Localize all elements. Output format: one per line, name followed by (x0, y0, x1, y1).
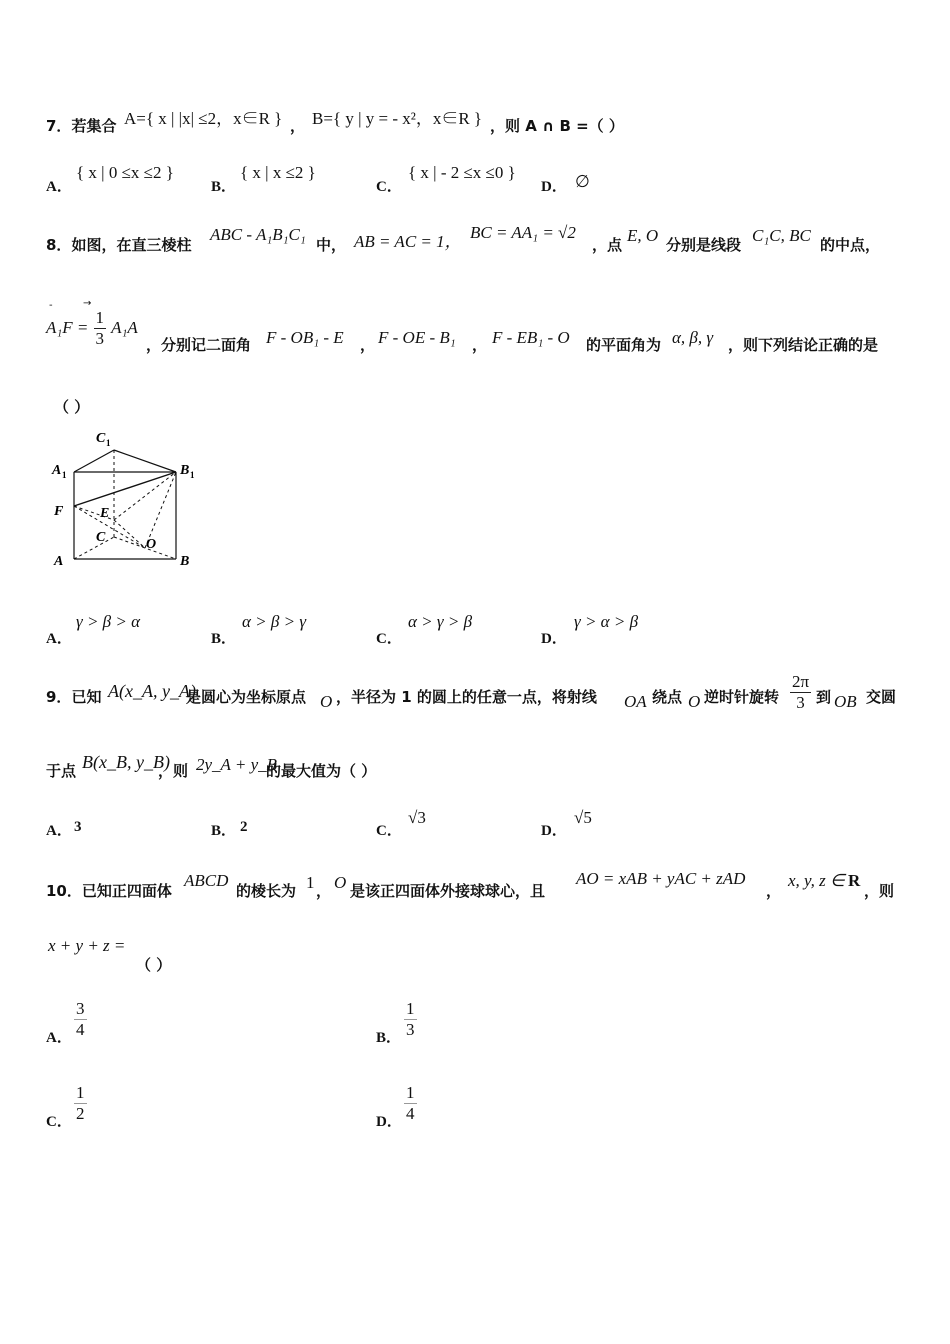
label-e: E (100, 506, 110, 521)
q8-sep2: ， (472, 336, 488, 354)
q10-paren: （ ） (136, 956, 172, 974)
q10-tetra: ABCD (184, 871, 229, 890)
q9-option-b[interactable]: 2 (240, 819, 248, 835)
q10-c-den: 2 (76, 1104, 85, 1123)
q8-prism: ABC - A₁B₁C₁ (210, 225, 306, 244)
q8-eq1: AB = AC = 1， (354, 232, 462, 251)
label-b1: B (180, 463, 190, 478)
label-a1-sub: 1 (62, 470, 67, 480)
q7-option-c[interactable]: { x | - 2 ≤x ≤0 } (408, 163, 516, 182)
q7-set-a: A={ x | |x| ≤2，x∈R } (124, 109, 283, 128)
q10-option-b-label[interactable]: B． (376, 1030, 402, 1046)
q7-line (46, 115, 116, 136)
label-b: B (180, 554, 190, 569)
q9-point-a: A(x_A, y_A) (108, 681, 196, 701)
q9-number: 9． (46, 688, 72, 706)
q9-frac (790, 672, 811, 713)
q8-number: 8． (46, 236, 72, 254)
q8-angle3: F - EB₁ - O (492, 328, 570, 347)
q10-option-b-frac (404, 999, 417, 1040)
segment-f-b1 (74, 472, 176, 506)
q8-segments: C₁C, BC (752, 226, 811, 245)
q10-option-c-frac (74, 1083, 87, 1124)
q9-frac-num: 2π (792, 672, 810, 691)
q8-vec-lhs: A₁F = (46, 318, 89, 337)
q8-seg-tail: 的中点， (820, 236, 881, 254)
q10-option-a[interactable] (74, 999, 87, 1040)
q8-option-a-label[interactable]: A． (46, 631, 72, 647)
q8-eq2: BC = AA₁ = √2 (470, 223, 576, 242)
q9-point-b: B(x_B, y_B) (82, 752, 170, 772)
q9-line2a: 于点 (46, 762, 77, 780)
q10-option-c-label[interactable]: C． (46, 1114, 72, 1130)
q7-comma: ， (290, 117, 306, 135)
q9-fraction (790, 672, 811, 713)
q9-o1: O (320, 692, 333, 711)
q7-option-d-label[interactable]: D． (541, 179, 567, 195)
q10-vec: AO = xAB + yAC + zAD (576, 869, 746, 888)
q8-greek: α, β, γ (672, 328, 714, 347)
q10-a-num: 3 (76, 999, 85, 1018)
label-c: C (96, 530, 106, 545)
q8-fraction (94, 308, 107, 349)
q8-frac-den: 3 (95, 329, 104, 348)
q8-option-b[interactable]: α > β > γ (242, 612, 307, 631)
q10-vars: x, y, z ∈ (788, 871, 845, 890)
q9-option-d[interactable]: √5 (574, 808, 592, 827)
q8-seg-lead: 分别是线段 (666, 236, 742, 254)
q9-option-a[interactable]: 3 (74, 819, 82, 835)
q10-option-d[interactable] (404, 1083, 417, 1124)
q8-line2c: ，则下列结论正确的是 (728, 336, 879, 354)
q7-tail: ，则 A ∩ B =（ ） (490, 117, 624, 135)
vector-arrow-icon: → (83, 298, 92, 309)
q9-oa: OA (624, 692, 647, 711)
q9-text1: 是圆心为坐标原点 (186, 688, 307, 706)
q9-lead-text: 已知 (71, 688, 102, 706)
q8-angle2: F - OE - B₁ (378, 328, 456, 347)
q9-option-d-label[interactable]: D． (541, 823, 567, 839)
q9-text5: 到 (816, 688, 832, 706)
label-a1: A (52, 463, 62, 478)
q8-frac-num: 1 (95, 308, 104, 327)
q9-option-c-label[interactable]: C． (376, 823, 402, 839)
q7-option-c-label[interactable]: C． (376, 179, 402, 195)
q7-number: 7． (46, 117, 72, 135)
q8-option-b-label[interactable]: B． (211, 631, 237, 647)
q10-text5: ，则 (864, 882, 895, 900)
q8-point-lead: ，点 (592, 236, 623, 254)
q8-line2a: ，分别记二面角 (146, 336, 252, 354)
q8-option-c[interactable]: α > γ > β (408, 612, 473, 631)
label-c1-sub: 1 (106, 438, 111, 448)
q10-d-num: 1 (406, 1083, 415, 1102)
vector-arrow-icon: ‐ (49, 300, 53, 311)
q10-r: R (848, 871, 861, 890)
q10-lead (46, 880, 172, 901)
q10-sum: x + y + z = (48, 936, 126, 955)
q9-lead (46, 686, 101, 707)
q10-o: O (334, 873, 347, 892)
q7-option-b[interactable]: { x | x ≤2 } (240, 163, 316, 182)
edge-c1-b1 (114, 450, 176, 472)
q10-text3: 是该正四面体外接球球心，且 (350, 882, 546, 900)
q10-a-den: 4 (76, 1020, 85, 1039)
q7-option-a-label[interactable]: A． (46, 179, 72, 195)
q10-option-c[interactable] (74, 1083, 87, 1124)
q8-lead-text: 如图，在直三棱柱 (71, 236, 192, 254)
q7-option-b-label[interactable]: B． (211, 179, 237, 195)
q10-c-num: 1 (76, 1083, 85, 1102)
q8-sep1: ， (360, 336, 376, 354)
q10-b-den: 3 (406, 1020, 415, 1039)
q10-option-d-frac (404, 1083, 417, 1124)
q9-option-b-label[interactable]: B． (211, 823, 237, 839)
q7-option-a[interactable]: { x | 0 ≤x ≤2 } (76, 163, 174, 182)
q8-angle1: F - OB₁ - E (266, 328, 344, 347)
q8-option-c-label[interactable]: C． (376, 631, 402, 647)
q9-text2: ，半径为 1 的圆上的任意一点，将射线 (336, 688, 597, 706)
label-f: F (54, 504, 64, 519)
segment-f-o (74, 506, 145, 548)
q9-text4: 逆时针旋转 (704, 688, 780, 706)
prism-figure (48, 424, 208, 574)
q10-text2: ， (316, 882, 332, 900)
q8-option-a[interactable]: γ > β > α (76, 612, 141, 631)
edge-a-c (74, 537, 114, 559)
q9-expr: 2y_A + y_B (196, 755, 278, 774)
edge-a1-c1 (74, 450, 114, 472)
q8-lead (46, 234, 191, 255)
q7-set-b: B={ y | y = - x²，x∈R } (312, 109, 483, 128)
q9-text3: 绕点 (652, 688, 683, 706)
q8-line2b: 的平面角为 (586, 336, 662, 354)
q10-b-num: 1 (406, 999, 415, 1018)
q9-line2c: 的最大值为（ ） (266, 762, 377, 780)
q9-option-a-label[interactable]: A． (46, 823, 72, 839)
q9-frac-den: 3 (796, 693, 805, 712)
q9-ob: OB (834, 692, 857, 711)
q10-number: 10． (46, 882, 82, 900)
q8-mid: 中， (316, 236, 347, 254)
q7-lead: 若集合 (71, 117, 117, 135)
q10-text1: 的棱长为 (236, 882, 297, 900)
q9-option-c[interactable]: √3 (408, 808, 426, 827)
q10-option-a-label[interactable]: A． (46, 1030, 72, 1046)
q10-text4: ， (766, 882, 782, 900)
q8-vec-rhs: A₁A (111, 318, 138, 337)
label-a: A (54, 554, 64, 569)
q9-o2: O (688, 692, 701, 711)
q9-text6: 交圆 (866, 688, 897, 706)
segment-e-o (114, 520, 145, 548)
q7-option-d[interactable]: ∅ (575, 172, 590, 191)
q10-len: 1 (306, 873, 315, 892)
q8-option-d[interactable]: γ > α > β (574, 612, 639, 631)
q10-d-den: 4 (406, 1104, 415, 1123)
q8-points: E, O (627, 226, 659, 245)
label-o: O (146, 537, 157, 552)
q8-paren: （ ） (54, 398, 90, 416)
q10-option-b[interactable] (404, 999, 417, 1040)
q9-line2b: ，则 (158, 762, 189, 780)
label-c1: C (96, 431, 106, 446)
q8-vector-eq (46, 308, 138, 349)
q10-option-d-label[interactable]: D． (376, 1114, 402, 1130)
q8-option-d-label[interactable]: D． (541, 631, 567, 647)
q10-lead-text: 已知正四面体 (81, 882, 172, 900)
q10-option-a-frac (74, 999, 87, 1040)
label-b1-sub: 1 (190, 470, 195, 480)
